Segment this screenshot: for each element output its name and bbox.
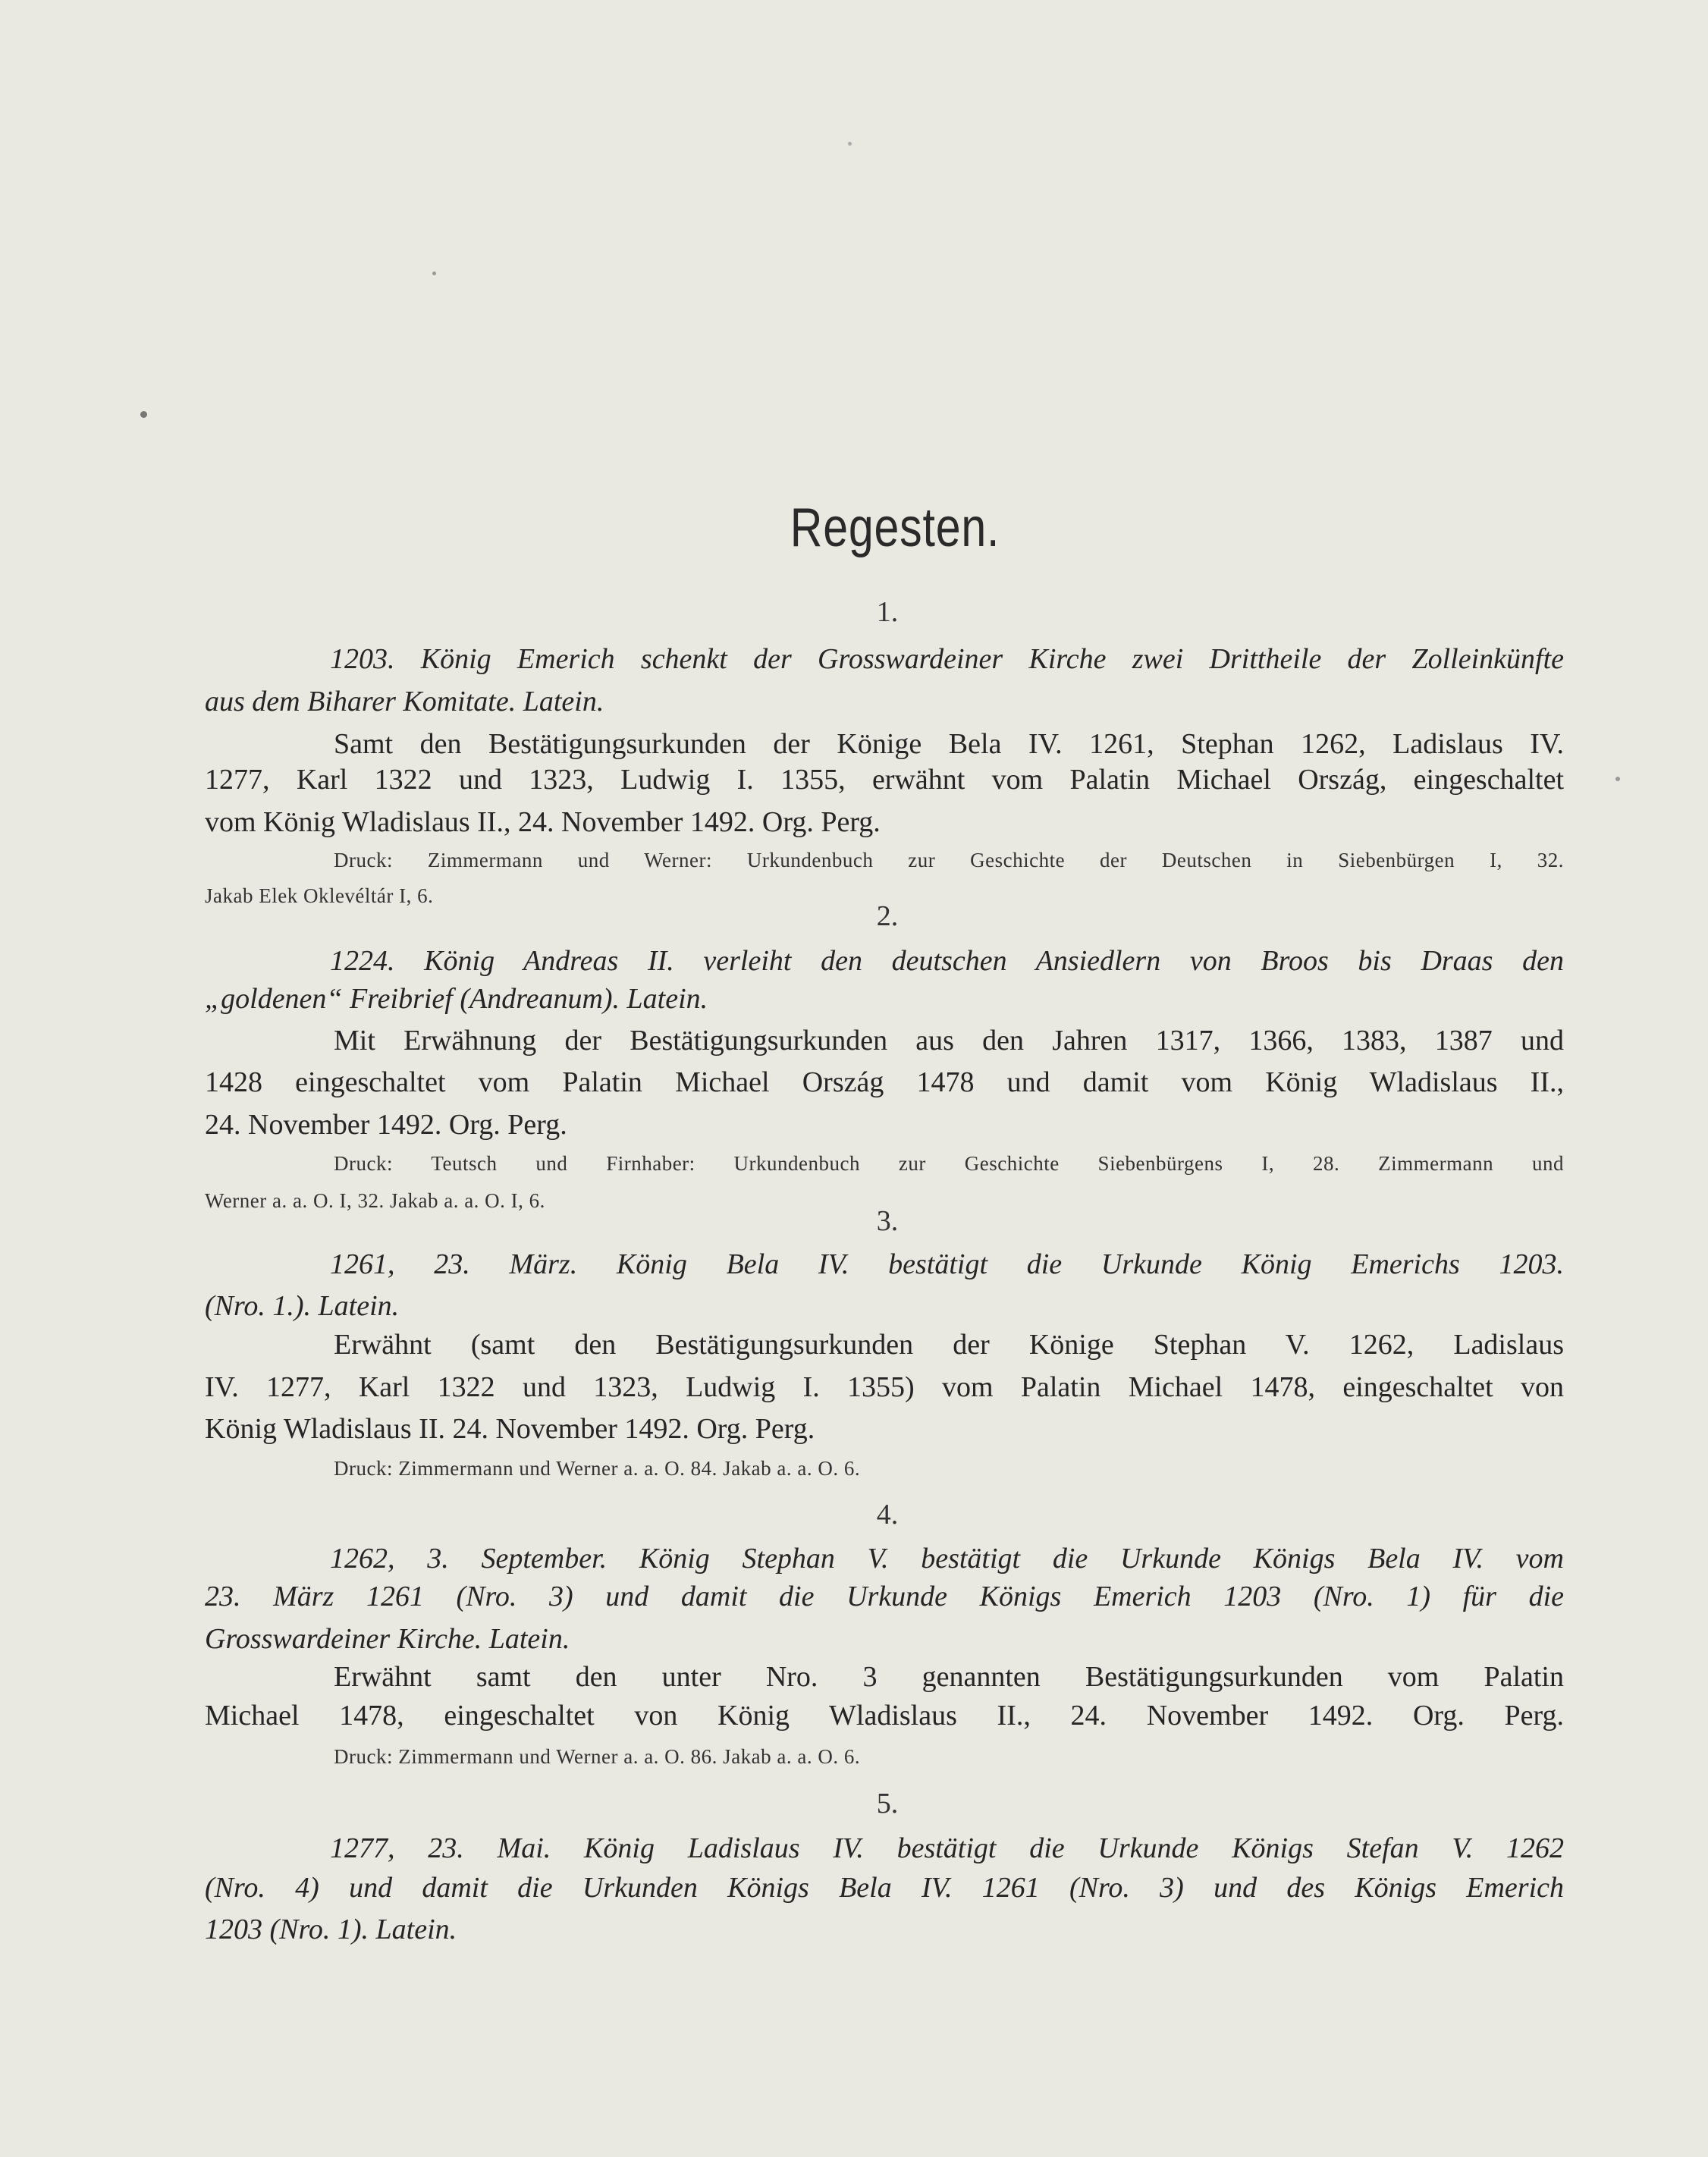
entry-heading: 23. März 1261 (Nro. 3) und damit die Urkunde Königs Emerich 1203 (Nro. 1) für die [205, 1581, 1564, 1612]
entry-body: vom König Wladislaus II., 24. November 1492. Org. Perg. [205, 806, 881, 838]
entry-body: König Wladislaus II. 24. November 1492. Org. Perg. [205, 1413, 815, 1445]
entry-print: Druck: Zimmermann und Werner: Urkundenbuch zur Geschichte der Deutschen in Siebenbürgen I, 32. [334, 849, 1564, 871]
entry-number: 1. [876, 596, 899, 628]
paper-speck [848, 142, 852, 146]
entry-heading: „goldenen“ Freibrief (Andreanum). Latein. [205, 983, 708, 1015]
entry-number: 2. [876, 900, 899, 932]
entry-print: Werner a. a. O. I, 32. Jakab a. a. O. I, 6. [205, 1189, 545, 1212]
entry-heading: (Nro. 1.). Latein. [205, 1290, 400, 1322]
paper-speck [1615, 777, 1620, 781]
entry-body: IV. 1277, Karl 1322 und 1323, Ludwig I. 1355) vom Palatin Michael 1478, eingeschaltet von [205, 1371, 1564, 1403]
entry-body: Michael 1478, eingeschaltet von König Wladislaus II., 24. November 1492. Org. Perg. [205, 1700, 1564, 1732]
entry-heading: (Nro. 4) und damit die Urkunden Königs Bela IV. 1261 (Nro. 3) und des Königs Emerich [205, 1872, 1564, 1904]
entry-heading: aus dem Biharer Komitate. Latein. [205, 686, 604, 717]
paper-speck [140, 411, 147, 418]
entry-print: Druck: Teutsch und Firnhaber: Urkundenbuch zur Geschichte Siebenbürgens I, 28. Zimmermann und [334, 1152, 1564, 1175]
paper-speck [432, 272, 436, 275]
entry-print: Druck: Zimmermann und Werner a. a. O. 84. Jakab a. a. O. 6. [334, 1457, 861, 1480]
entry-heading: 1203. König Emerich schenkt der Grosswardeiner Kirche zwei Drittheile der Zolleinkünfte [330, 643, 1564, 675]
entry-body: Mit Erwähnung der Bestätigungsurkunden aus den Jahren 1317, 1366, 1383, 1387 und [334, 1025, 1564, 1057]
page-title: Regesten. [790, 498, 1000, 558]
entry-body: Erwähnt (samt den Bestätigungsurkunden der Könige Stephan V. 1262, Ladislaus [334, 1329, 1564, 1361]
entry-print: Jakab Elek Oklevéltár I, 6. [205, 884, 434, 907]
entry-number: 4. [876, 1499, 899, 1531]
entry-heading: Grosswardeiner Kirche. Latein. [205, 1623, 570, 1655]
entry-heading: 1262, 3. September. König Stephan V. bestätigt die Urkunde Königs Bela IV. vom [330, 1543, 1564, 1575]
entry-heading: 1277, 23. Mai. König Ladislaus IV. bestätigt die Urkunde Königs Stefan V. 1262 [330, 1832, 1564, 1864]
entry-body: Samt den Bestätigungsurkunden der Könige Bela IV. 1261, Stephan 1262, Ladislaus IV. [334, 728, 1564, 760]
entry-body: 1277, Karl 1322 und 1323, Ludwig I. 1355, erwähnt vom Palatin Michael Ország, eingeschaltet [205, 764, 1564, 796]
entry-heading: 1224. König Andreas II. verleiht den deutschen Ansiedlern von Broos bis Draas den [330, 945, 1564, 977]
entry-body: 24. November 1492. Org. Perg. [205, 1109, 567, 1141]
entry-heading: 1261, 23. März. König Bela IV. bestätigt die Urkunde König Emerichs 1203. [330, 1248, 1564, 1280]
entry-body: 1428 eingeschaltet vom Palatin Michael Ország 1478 und damit vom König Wladislaus II., [205, 1066, 1564, 1098]
entry-heading: 1203 (Nro. 1). Latein. [205, 1914, 457, 1945]
entry-print: Druck: Zimmermann und Werner a. a. O. 86. Jakab a. a. O. 6. [334, 1745, 861, 1768]
entry-body: Erwähnt samt den unter Nro. 3 genannten Bestätigungsurkunden vom Palatin [334, 1661, 1564, 1693]
entry-number: 3. [876, 1205, 899, 1237]
entry-number: 5. [876, 1788, 899, 1819]
